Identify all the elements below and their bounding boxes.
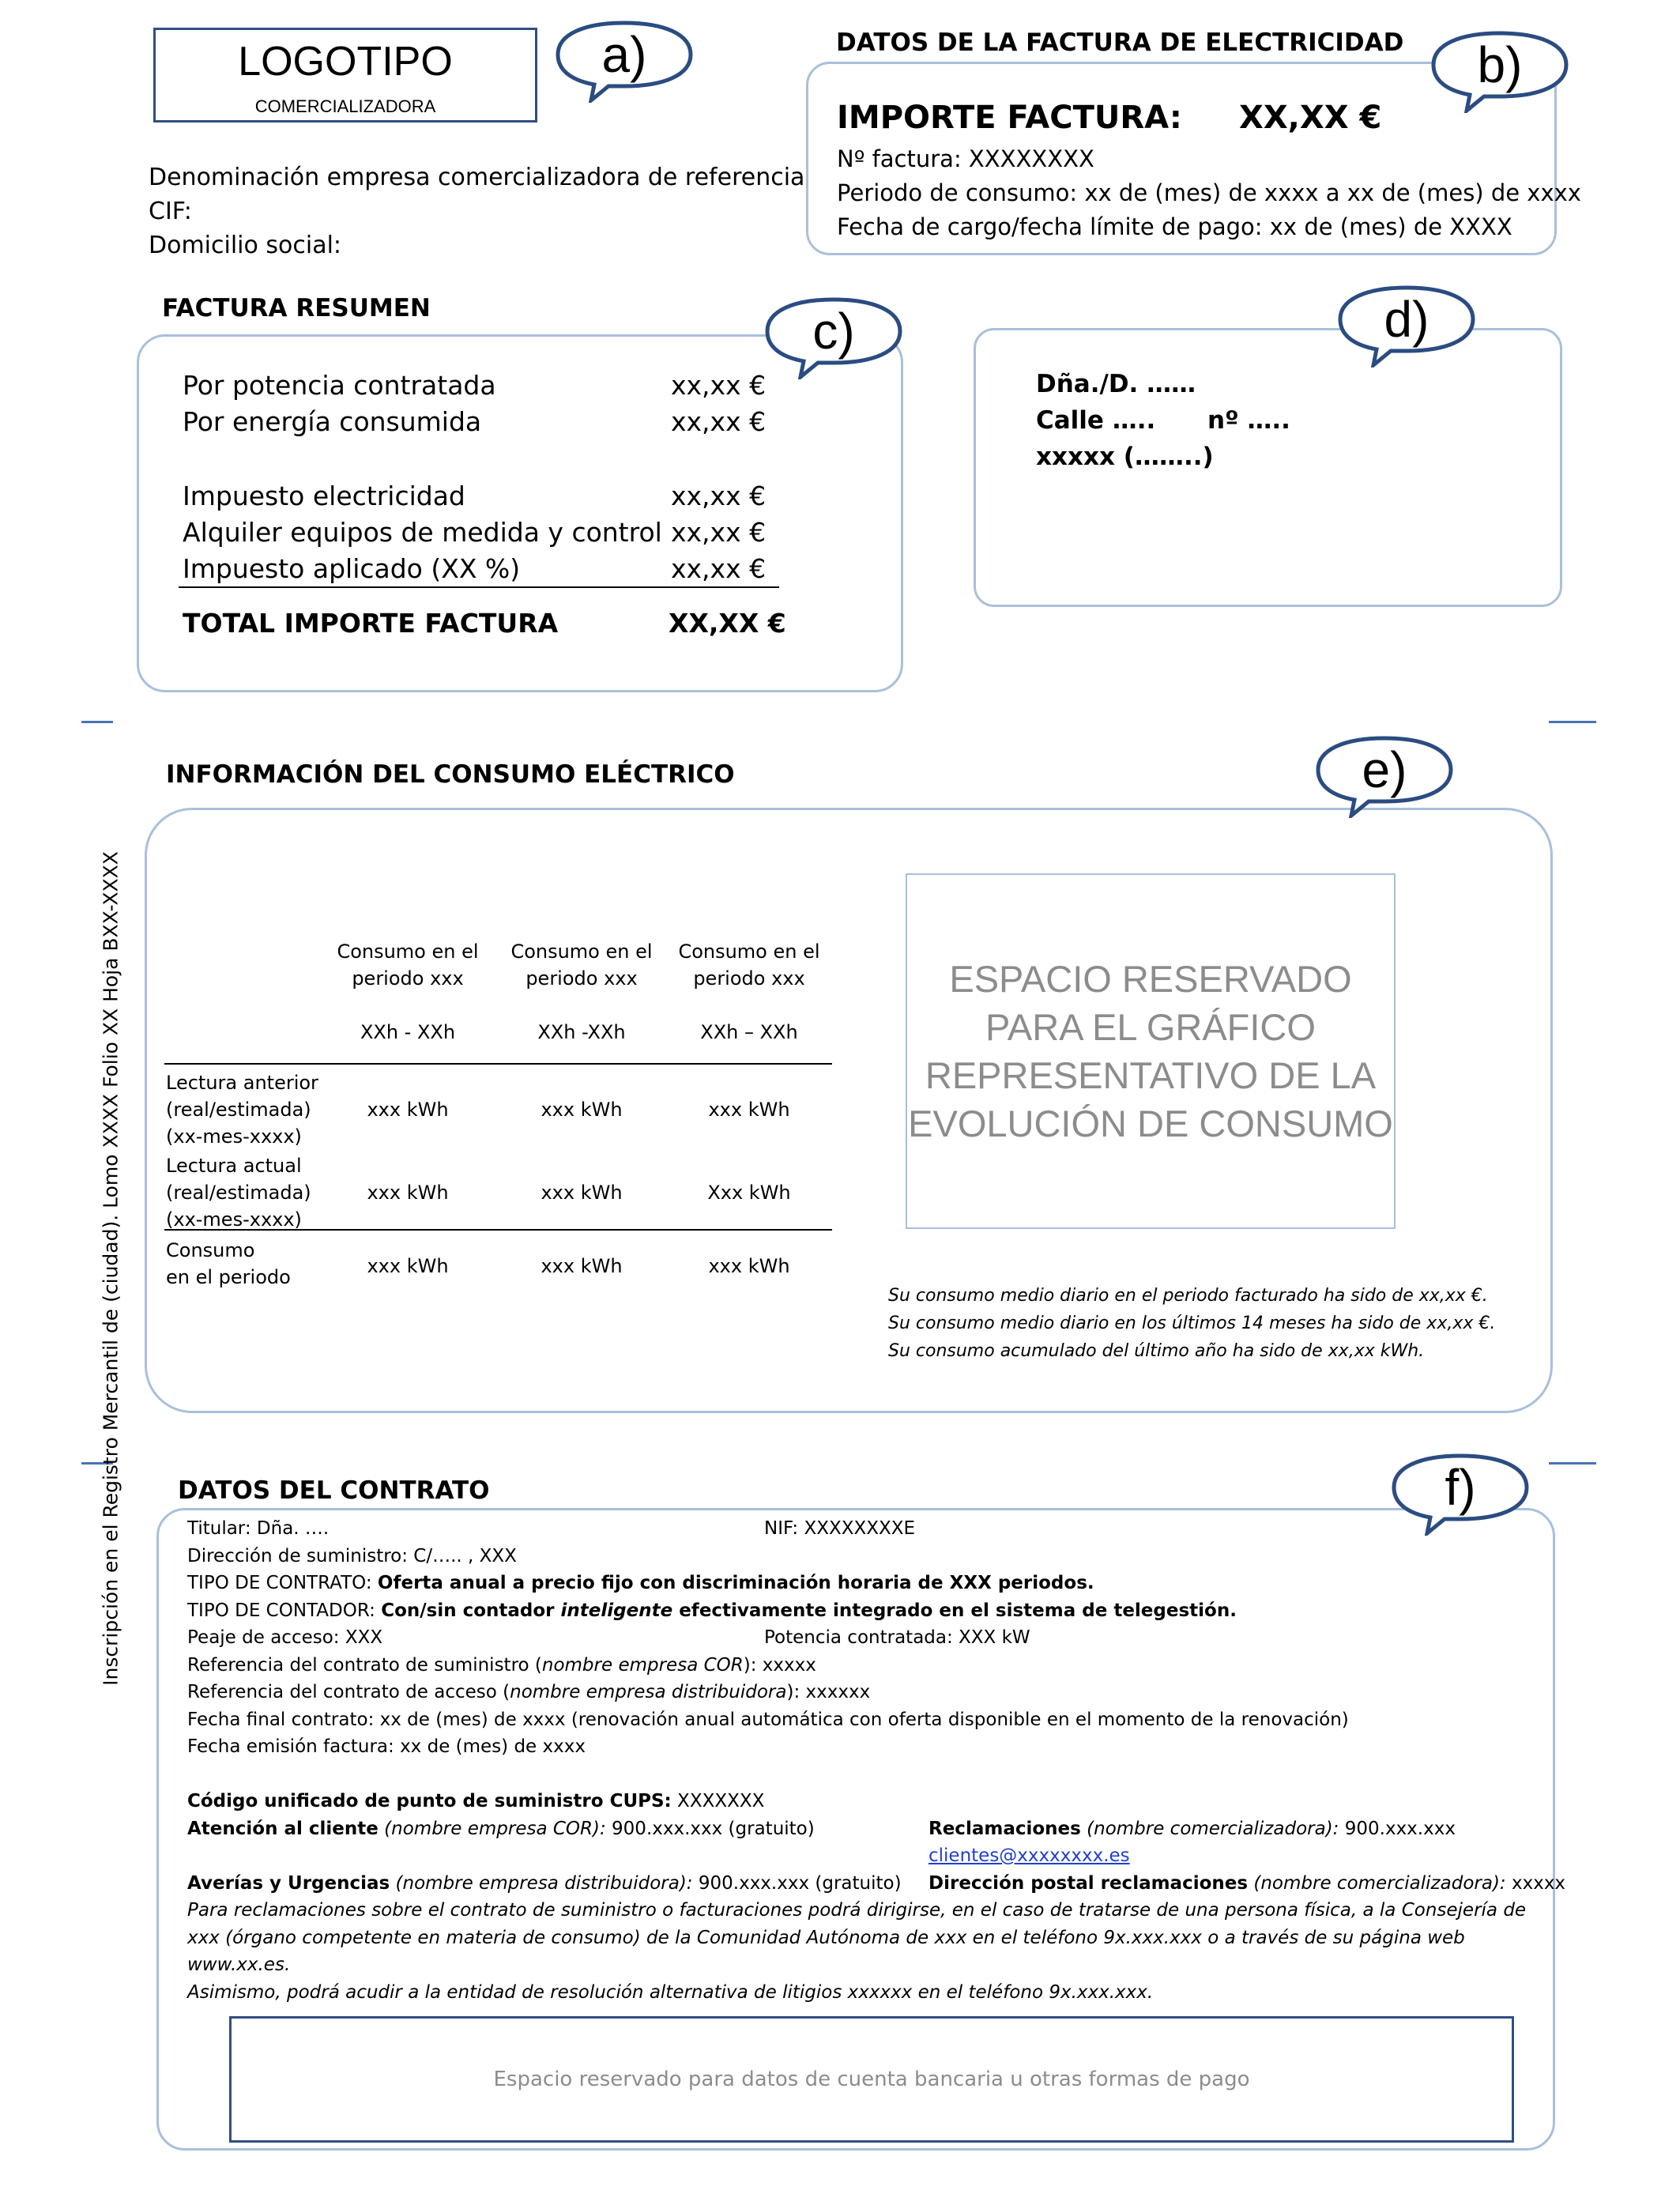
- contract-line: [187, 1679, 870, 1706]
- callout-e: [1313, 735, 1456, 818]
- row-label-line: (real/estimada): [166, 1182, 311, 1204]
- logo-subtitle: COMERCIALIZADORA: [254, 96, 436, 116]
- callout-c-label: c): [812, 303, 855, 360]
- contract-line: [187, 1788, 764, 1815]
- meter-type-label: TIPO DE CONTADOR:: [187, 1600, 382, 1621]
- column-header-line: periodo xxx: [352, 967, 464, 990]
- table-rule: [164, 1063, 832, 1065]
- address-name: Dña./D. ……: [1036, 370, 1196, 398]
- column-header-line: Consumo en el: [678, 941, 820, 963]
- table-cell: xxx kWh: [708, 1099, 790, 1121]
- table-cell: Xxx kWh: [707, 1182, 791, 1204]
- table-cell: xxx kWh: [541, 1099, 623, 1121]
- fold-mark: [1549, 1462, 1596, 1465]
- column-header-hours: XXh -XXh: [537, 1021, 626, 1043]
- contract-end-date: Fecha final contrato: xx de (mes) de xxxx (renovación anual automática con oferta disponible en el momento de la renovación): [187, 1709, 1349, 1730]
- cups-label: Código unificado de punto de suministro CUPS:: [187, 1791, 672, 1811]
- contract-line: [187, 1652, 816, 1679]
- summary-row-value: xx,xx €: [671, 481, 767, 511]
- address-box: [974, 328, 1562, 607]
- invoice-amount-label: IMPORTE FACTURA:: [837, 100, 1182, 136]
- consumption-note: Su consumo medio diario en el periodo facturado ha sido de xx,xx €.: [888, 1286, 1488, 1306]
- registry-side-text: Inscripción en el Registro Mercantil de (ciudad). Lomo XXXX Folio XX Hoja BXX-XXXX: [99, 851, 122, 1686]
- invoice-amount-value: XX,XX €: [1239, 100, 1382, 136]
- consumption-column-header: [662, 938, 836, 1046]
- access-ref-value: ): xxxxxx: [786, 1682, 871, 1702]
- table-cell: xxx kWh: [367, 1099, 449, 1121]
- column-header-line: Consumo en el: [337, 941, 479, 963]
- summary-row-value: xx,xx €: [671, 370, 767, 401]
- summary-divider: [179, 586, 779, 588]
- table-row-label: [166, 1152, 311, 1233]
- table-cell: xxx kWh: [541, 1255, 623, 1277]
- logo-box: [153, 28, 537, 123]
- contract-nif: NIF: XXXXXXXXE: [764, 1518, 916, 1539]
- contract-box: [156, 1508, 1566, 2151]
- contract-type-label: TIPO DE CONTRATO:: [187, 1573, 378, 1593]
- summary-row-value: xx,xx €: [671, 553, 767, 584]
- meter-type-emphasis: inteligente: [560, 1600, 673, 1621]
- cups-value: XXXXXXX: [671, 1791, 765, 1811]
- summary-row-label: Impuesto aplicado (XX %): [183, 553, 521, 584]
- postal-claims-label: Dirección postal reclamaciones: [929, 1872, 1249, 1894]
- address-number: nº …..: [1207, 406, 1290, 435]
- callout-e-label: e): [1362, 741, 1407, 798]
- chart-placeholder-line: EVOLUCIÓN DE CONSUMO: [908, 1103, 1393, 1144]
- consumption-note: Su consumo medio diario en los últimos 14 meses ha sido de xx,xx €.: [888, 1314, 1496, 1333]
- table-row-label: [166, 1069, 318, 1150]
- chart-placeholder-line: REPRESENTATIVO DE LA: [925, 1054, 1377, 1096]
- contract-line: [187, 1706, 1349, 1734]
- contract-line: [187, 1597, 1237, 1625]
- contract-line: [187, 1979, 1153, 2007]
- breakdowns-company: (nombre empresa distribuidora):: [390, 1872, 693, 1894]
- contract-line: [187, 1515, 329, 1543]
- logo-title: LOGOTIPO: [238, 39, 453, 85]
- contracted-power: Potencia contratada: XXX kW: [764, 1627, 1030, 1648]
- callout-f: [1389, 1453, 1531, 1536]
- company-name: Denominación empresa comercializadora de referencia: [149, 164, 805, 191]
- contract-line: [929, 1870, 1565, 1898]
- postal-claims-company: (nombre comercializadora):: [1248, 1872, 1506, 1894]
- claims-company: (nombre comercializadora):: [1080, 1818, 1339, 1839]
- table-cell: xxx kWh: [367, 1182, 449, 1204]
- customer-service-company: (nombre empresa COR):: [378, 1818, 606, 1839]
- summary-total-value: XX,XX €: [669, 608, 786, 639]
- column-header-line: periodo xxx: [693, 967, 805, 990]
- chart-placeholder-line: ESPACIO RESERVADO: [949, 958, 1352, 1000]
- row-label-line: (real/estimada): [166, 1099, 311, 1121]
- fold-mark: [1549, 721, 1596, 723]
- summary-box: [137, 334, 903, 692]
- callout-f-label: f): [1445, 1459, 1476, 1516]
- consumption-heading: INFORMACIÓN DEL CONSUMO ELÉCTRICO: [166, 760, 735, 789]
- contract-line: [187, 1815, 815, 1843]
- supply-ref-company: nombre empresa COR: [541, 1654, 744, 1676]
- summary-row-value: xx,xx €: [671, 517, 767, 548]
- contract-line: [187, 1897, 1526, 1924]
- contract-address: Dirección de suministro: C/….. , XXX: [187, 1545, 517, 1566]
- chart-placeholder: [906, 873, 1396, 1229]
- row-label-line: (xx-mes-xxxx): [166, 1125, 302, 1148]
- invoice-heading: DATOS DE LA FACTURA DE ELECTRICIDAD: [836, 28, 1404, 57]
- contract-line: [187, 1733, 586, 1761]
- fold-mark: [81, 721, 113, 723]
- contract-line: [187, 1951, 290, 1979]
- company-address: Domicilio social:: [149, 232, 342, 259]
- contract-line: [764, 1515, 915, 1543]
- row-label-line: Lectura anterior: [166, 1072, 318, 1094]
- summary-row-label: Por potencia contratada: [183, 370, 496, 401]
- table-cell: xxx kWh: [541, 1182, 623, 1204]
- callout-d-label: d): [1384, 291, 1430, 348]
- company-info: [149, 160, 804, 262]
- contract-line: [764, 1624, 1030, 1652]
- meter-type-value-end: efectivamente integrado en el sistema de telegestión.: [672, 1600, 1237, 1621]
- address-postcode: xxxxx (……..): [1036, 443, 1214, 471]
- dispute-paragraph: Asimismo, podrá acudir a la entidad de resolución alternativa de litigios xxxxxx en el teléfono 9x.xxx.xxx.: [187, 1981, 1154, 2003]
- column-header-line: Consumo en el: [510, 941, 653, 963]
- callout-a-label: a): [601, 26, 647, 83]
- consumption-column-header: [495, 938, 669, 1046]
- summary-row-label: Impuesto electricidad: [183, 481, 465, 511]
- access-ref-label: Referencia del contrato de acceso (: [187, 1682, 510, 1702]
- callout-b-label: b): [1477, 36, 1523, 93]
- claims-paragraph: Para reclamaciones sobre el contrato de suministro o facturaciones podrá dirigirse, en el caso de tratarse de una persona física, a la Consejería de: [187, 1900, 1527, 1921]
- breakdowns-label: Averías y Urgencias: [187, 1872, 390, 1894]
- claims-paragraph: xxx (órgano competente en materia de consumo) de la Comunidad Autónoma de xxx en el teléfono 9x.xxx.xxx o a través de su página web: [187, 1927, 1465, 1948]
- contract-line: [187, 1543, 517, 1570]
- consumption-box: [145, 808, 1553, 1413]
- consumption-notes: [888, 1282, 1495, 1365]
- postal-claims-value: xxxxx: [1505, 1872, 1566, 1894]
- address-street: Calle …..: [1036, 406, 1156, 435]
- invoice-issue-date: Fecha emisión factura: xx de (mes) de xxxx: [187, 1736, 586, 1757]
- contract-titular: Titular: Dña. ….: [187, 1518, 330, 1539]
- contract-type-value: Oferta anual a precio fijo con discriminación horaria de XXX periodos.: [377, 1573, 1094, 1593]
- meter-type-value: Con/sin contador: [381, 1600, 561, 1621]
- callout-a: [553, 20, 695, 103]
- invoice-due-date: Fecha de cargo/fecha límite de pago: xx de (mes) de XXXX: [837, 213, 1512, 240]
- row-label-line: Lectura actual: [166, 1155, 302, 1177]
- customer-service-phone: 900.xxx.xxx (gratuito): [605, 1818, 815, 1839]
- bank-placeholder-text: Espacio reservado para datos de cuenta bancaria u otras formas de pago: [493, 2068, 1250, 2091]
- supply-ref-label: Referencia del contrato de suministro (: [187, 1654, 542, 1676]
- row-label-line: en el periodo: [166, 1266, 291, 1288]
- invoice-number: Nº factura: XXXXXXXX: [837, 145, 1094, 172]
- consumption-column-header: [321, 938, 495, 1046]
- contract-line: [187, 1624, 382, 1652]
- supply-ref-value: ): xxxxx: [743, 1654, 816, 1676]
- contract-heading: DATOS DEL CONTRATO: [178, 1476, 490, 1505]
- summary-total-label: TOTAL IMPORTE FACTURA: [183, 608, 559, 639]
- contract-line: [187, 1870, 902, 1898]
- access-ref-company: nombre empresa distribuidora: [510, 1682, 787, 1702]
- bank-placeholder: [229, 2016, 1514, 2143]
- access-toll: Peaje de acceso: XXX: [187, 1627, 383, 1648]
- summary-heading: FACTURA RESUMEN: [162, 294, 431, 322]
- claims-phone: 900.xxx.xxx: [1339, 1818, 1456, 1839]
- claims-label: Reclamaciones: [929, 1818, 1081, 1839]
- breakdowns-phone: 900.xxx.xxx (gratuito): [692, 1872, 902, 1894]
- column-header-hours: XXh – XXh: [700, 1021, 798, 1043]
- summary-row-value: xx,xx €: [671, 406, 767, 437]
- column-header-line: periodo xxx: [525, 967, 638, 990]
- callout-b: [1429, 30, 1571, 113]
- customer-service-label: Atención al cliente: [187, 1818, 379, 1839]
- row-label-line: (xx-mes-xxxx): [166, 1208, 302, 1231]
- chart-placeholder-line: PARA EL GRÁFICO: [985, 1006, 1316, 1048]
- contract-line: [187, 1924, 1465, 1952]
- callout-d: [1335, 285, 1478, 368]
- table-rule: [164, 1229, 832, 1231]
- contract-line: [929, 1842, 1130, 1870]
- claims-paragraph: www.xx.es.: [187, 1955, 291, 1975]
- table-cell: xxx kWh: [367, 1255, 449, 1277]
- table-row-label: [166, 1237, 291, 1291]
- column-header-hours: XXh - XXh: [360, 1021, 456, 1043]
- contract-line: [187, 1570, 1094, 1597]
- table-cell: xxx kWh: [708, 1255, 790, 1277]
- summary-row-label: Alquiler equipos de medida y control: [183, 517, 662, 548]
- row-label-line: Consumo: [166, 1239, 255, 1261]
- summary-row-label: Por energía consumida: [183, 406, 482, 437]
- invoice-period: Periodo de consumo: xx de (mes) de xxxx a xx de (mes) de xxxx: [837, 179, 1581, 206]
- contract-line: [929, 1815, 1456, 1843]
- claims-email-link[interactable]: clientes@xxxxxxxx.es: [929, 1845, 1130, 1866]
- callout-c: [763, 296, 905, 379]
- company-cif: CIF:: [149, 198, 192, 225]
- consumption-note: Su consumo acumulado del último año ha sido de xx,xx kWh.: [888, 1341, 1425, 1361]
